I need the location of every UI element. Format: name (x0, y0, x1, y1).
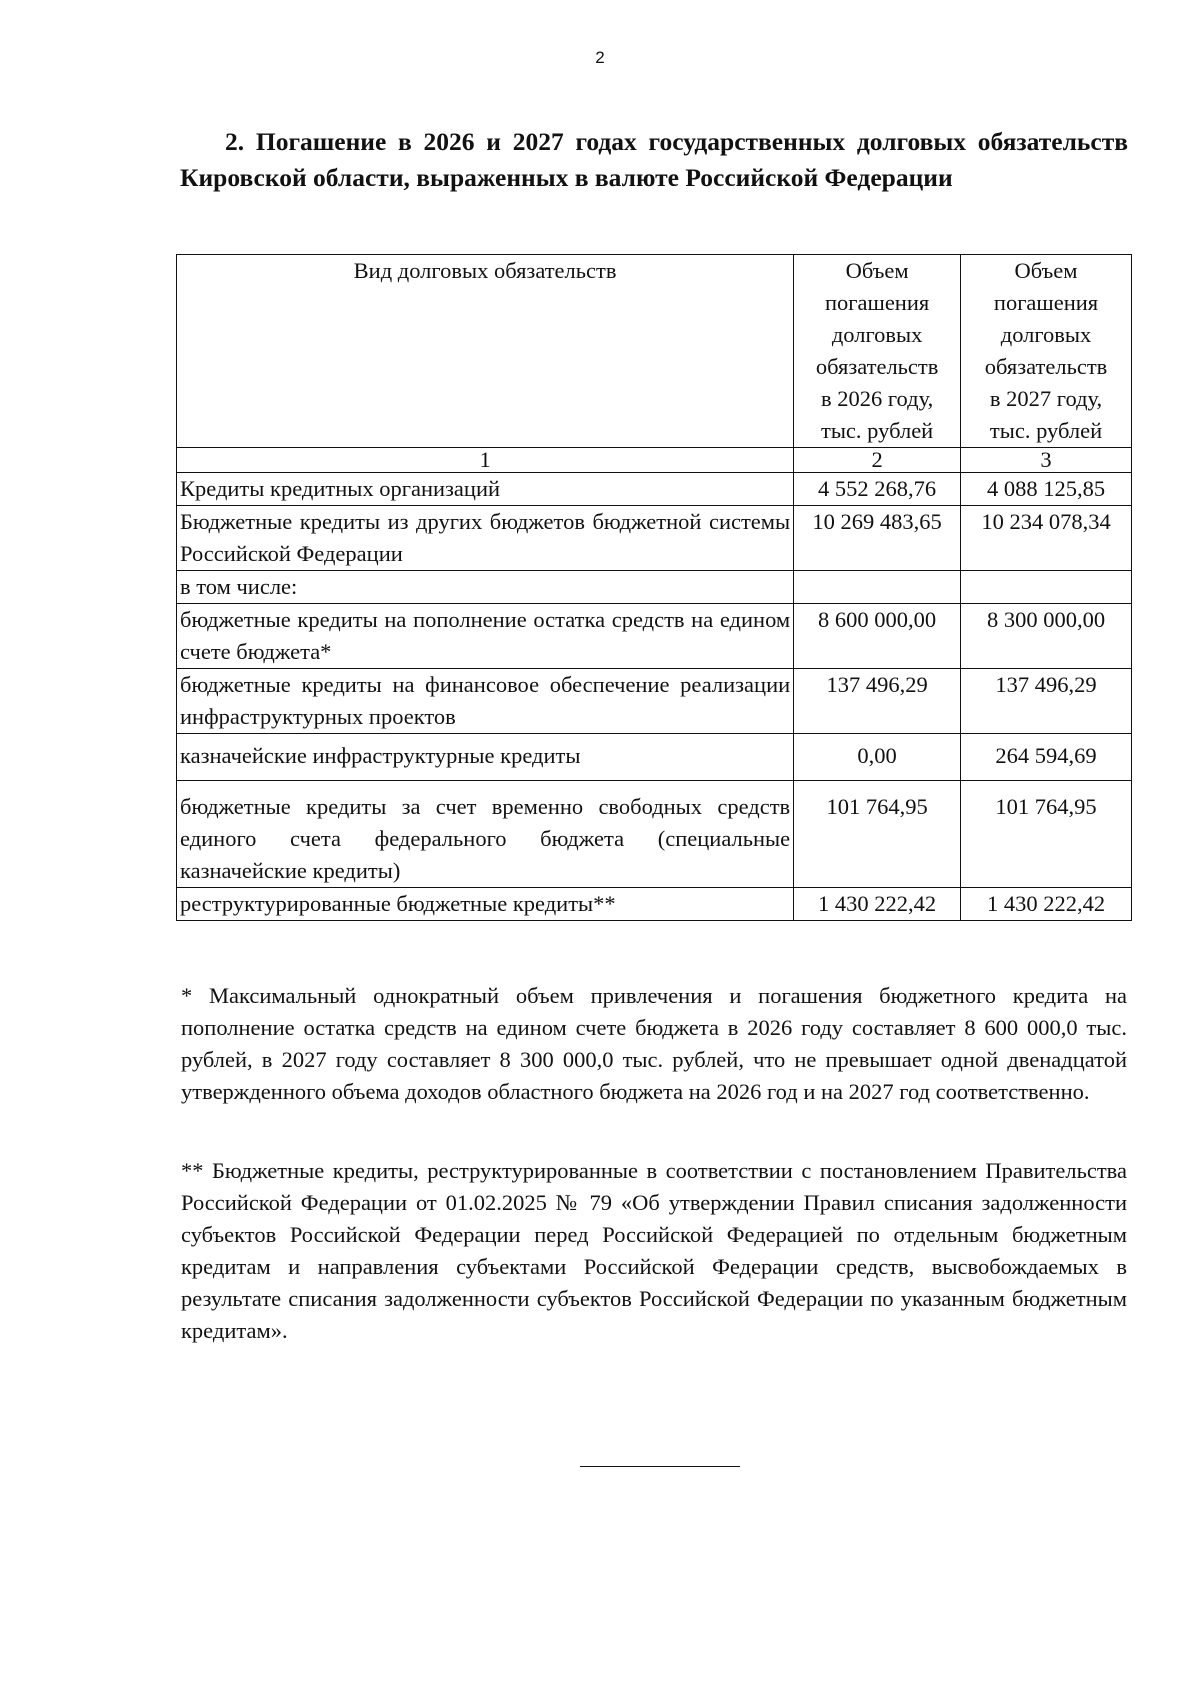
row-label: реструктурированные бюджетные кредиты** (177, 888, 794, 921)
row-label: бюджетные кредиты на финансовое обеспечение реализации инфраструктурных проектов (177, 669, 794, 734)
row-label: бюджетные кредиты на пополнение остатка средств на едином счете бюджета* (177, 604, 794, 669)
header-2027-line: долговых (1000, 322, 1092, 347)
page-number: 2 (595, 48, 605, 67)
table-row (177, 734, 1132, 781)
header-2026-line: тыс. рублей (820, 418, 934, 443)
row-label: в том числе: (177, 571, 794, 604)
value-2026: 8 600 000,00 (794, 604, 961, 669)
debt-repayment-table (176, 254, 1132, 921)
row-label: Кредиты кредитных организаций (177, 473, 794, 506)
section-heading: 2. Погашение в 2026 и 2027 годах государственных долговых обязательств Кировской области, выраженных в валюте Российской Федерации (180, 127, 1128, 192)
header-2026-line: обязательств (815, 354, 939, 379)
value-2026: 4 552 268,76 (794, 473, 961, 506)
header-2026-line: Объем (845, 258, 909, 283)
value-2026: 10 269 483,65 (794, 506, 961, 571)
value-2027: 101 764,95 (961, 781, 1132, 888)
header-2027-line: обязательств (984, 354, 1108, 379)
value-2026: 1 430 222,42 (794, 888, 961, 921)
value-2027 (961, 571, 1132, 604)
row-label: Бюджетные кредиты из других бюджетов бюджетной системы Российской Федерации (177, 506, 794, 571)
header-volume-2026 (794, 255, 961, 448)
value-2026: 0,00 (794, 734, 961, 781)
header-volume-2027 (961, 255, 1132, 448)
row-label: казначейские инфраструктурные кредиты (177, 734, 794, 781)
column-index: 1 (177, 448, 794, 473)
table-row (177, 669, 1132, 734)
header-2026-line: долговых (831, 322, 923, 347)
table-row (177, 781, 1132, 888)
header-debt-type: Вид долговых обязательств (177, 255, 794, 448)
value-2027: 8 300 000,00 (961, 604, 1132, 669)
header-2026-line: погашения (824, 290, 930, 315)
column-index: 3 (961, 448, 1132, 473)
table-row (177, 888, 1132, 921)
value-2026: 101 764,95 (794, 781, 961, 888)
table-header-row (177, 255, 1132, 448)
footnote-single-asterisk: * Максимальный однократный объем привлечения и погашения бюджетного кредита на пополнение остатка средств на едином счете бюджета в 2026 году составляет 8 600 000,0 тыс. рублей, в 2027 году составляет 8 300 000,0 тыс. рублей, что не превышает одной двенадцатой утвержденного объема доходов областного бюджета на 2026 год и на 2027 год соответственно. (181, 983, 1127, 1104)
value-2027: 4 088 125,85 (961, 473, 1132, 506)
header-2027-line: Объем (1014, 258, 1078, 283)
value-2026: 137 496,29 (794, 669, 961, 734)
header-2027-line: в 2027 году, (989, 386, 1103, 411)
column-index: 2 (794, 448, 961, 473)
closing-rule (580, 1466, 740, 1467)
value-2027: 1 430 222,42 (961, 888, 1132, 921)
table-row (177, 604, 1132, 669)
value-2027: 137 496,29 (961, 669, 1132, 734)
header-2027-line: тыс. рублей (989, 418, 1103, 443)
value-2027: 10 234 078,34 (961, 506, 1132, 571)
table-row (177, 473, 1132, 506)
header-2026-line: в 2026 году, (821, 386, 934, 411)
value-2027: 264 594,69 (961, 734, 1132, 781)
table-row (177, 506, 1132, 571)
column-index-row (177, 448, 1132, 473)
table-row (177, 571, 1132, 604)
value-2026 (794, 571, 961, 604)
header-2027-line: погашения (993, 290, 1099, 315)
footnote-double-asterisk: ** Бюджетные кредиты, реструктурированные в соответствии с постановлением Правительства Российской Федерации от 01.02.2025 № 79 «Об утверждении Правил списания задолженности субъектов Российской Федерации перед Российской Федерацией по отдельным бюджетным кредитам и направления субъектами Российской Федерации средств, высвобождаемых в результате списания задолженности субъектов Российской Федерации по указанным бюджетным кредитам». (181, 1158, 1127, 1343)
row-label: бюджетные кредиты за счет временно свободных средств единого счета федерального бюджета (специальные казначейские кредиты) (177, 781, 794, 888)
